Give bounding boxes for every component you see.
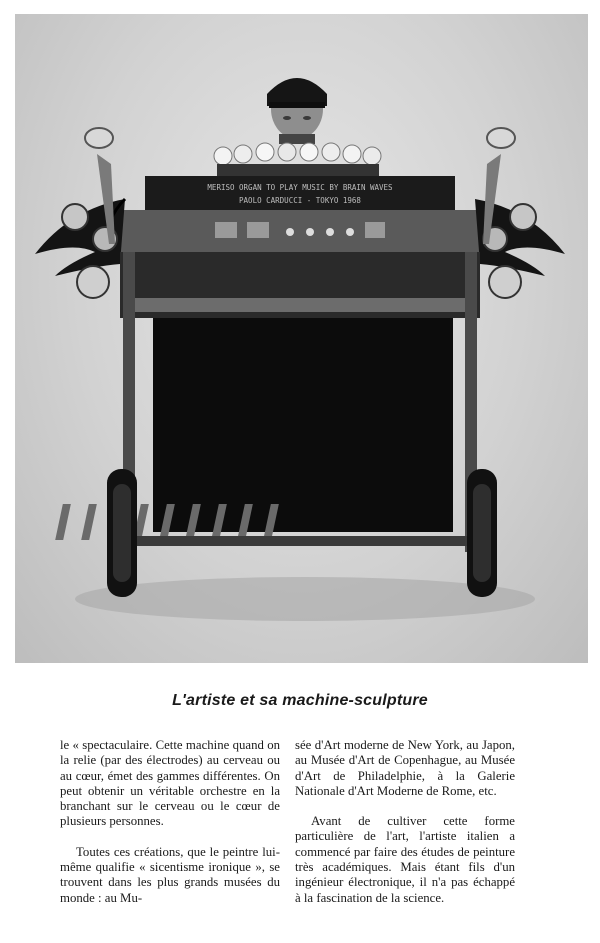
right-wing — [475, 128, 565, 298]
article-column-2 — [295, 738, 515, 906]
artist-head — [267, 78, 327, 144]
light-bulbs — [214, 143, 381, 176]
paragraph: sée d'Art moderne de New York, au Japon, au Musée d'Art de Copenhague, au Musée d'Art de Philadelphie, à la Galerie Nationale d'Art Moderne de Rome, etc. — [295, 738, 515, 798]
plaque-line-2: PAOLO CARDUCCI - TOKYO 1968 — [239, 196, 361, 205]
control-panel — [120, 210, 480, 252]
photo-caption: L'artiste et sa machine-sculpture — [172, 692, 428, 709]
photograph — [15, 14, 588, 663]
paragraph: le « spectaculaire. Cette machine quand on la relie (par des électrodes) au cerveau ou au cœur, émet des gammes différentes. On peut obtenir un véritable orchestre en la branchant sur le cerveau ou le cœur de plusieurs personnes. — [60, 738, 280, 829]
paragraph: Avant de cultiver cette forme particulière de l'art, l'artiste italien a commencé par faire des études de peinture très académiques. Mais étant fils d'un ingénieur électronique, il n'a pas échappé à la fascination de la science. — [295, 814, 515, 905]
paragraph: Toutes ces créations, que le peintre lui-même qualifie « sicentisme ironique », se trouvent dans les plus grands musées du monde : au Mu- — [60, 844, 280, 905]
article-column-1 — [60, 738, 280, 906]
article-body — [60, 738, 515, 906]
plaque-line-1: MERISO ORGAN TO PLAY MUSIC BY BRAIN WAVES — [207, 183, 393, 192]
left-wing — [35, 128, 125, 298]
machine-plaque — [145, 176, 455, 210]
machine-sculpture-illustration — [15, 14, 588, 663]
